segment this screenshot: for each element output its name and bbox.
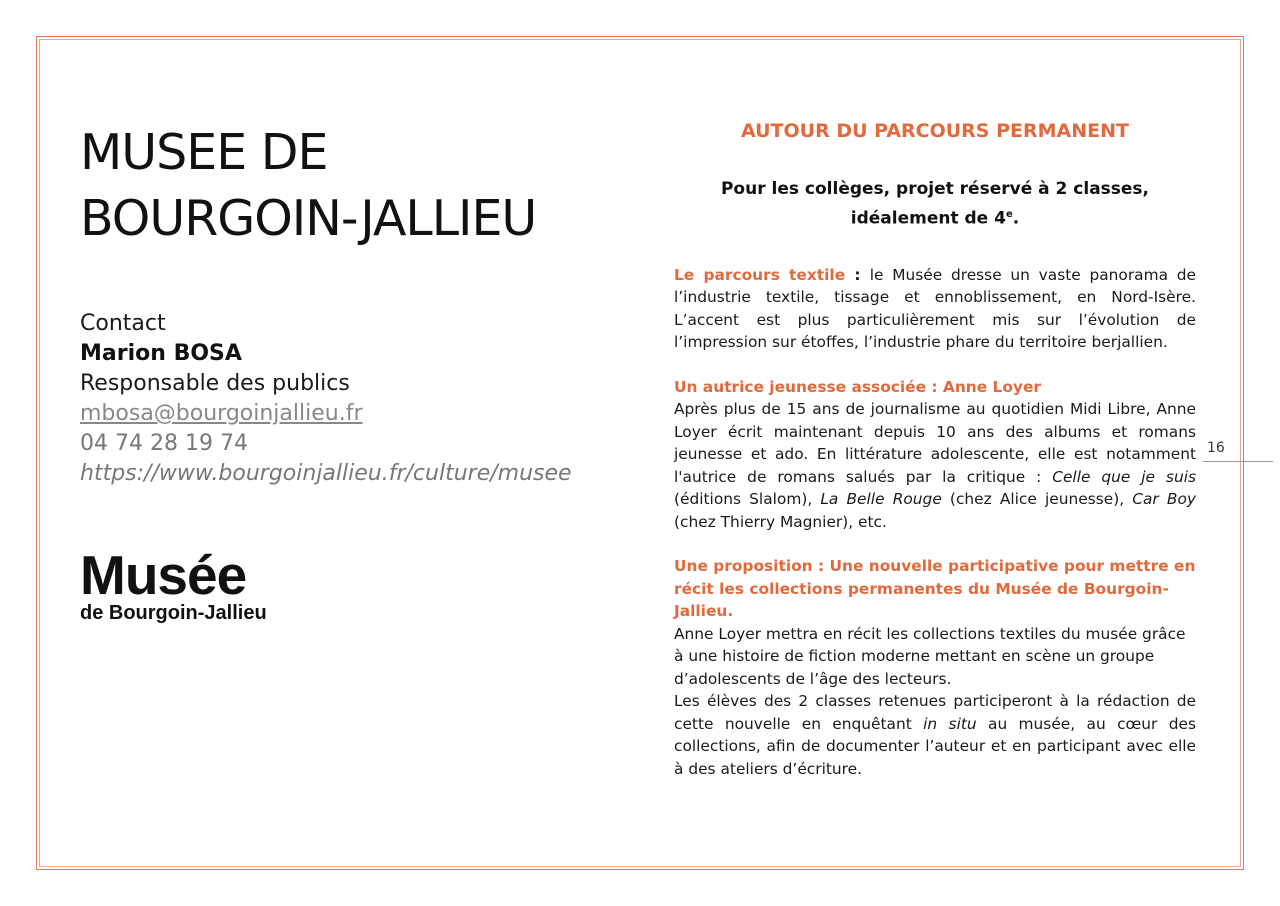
page-number: 16	[1207, 440, 1225, 456]
book-title-3: Car Boy	[1132, 490, 1196, 509]
proposal-text-2	[674, 690, 1196, 780]
author-text-a: Après plus de 15 ans de journalisme au quotidien Midi Libre, Anne Loyer écrit maintenant depuis 10 ans des albums et romans jeunesse et ado. En littérature adolescente, elle est notamment l'autrice de romans salués par la critique :	[674, 400, 1196, 486]
subheading-line2: idéalement de 4	[850, 208, 1006, 229]
museum-logo	[80, 544, 267, 624]
author-text-d: (chez Thierry Magnier), etc.	[674, 512, 887, 531]
contact-role: Responsable des publics	[80, 371, 350, 396]
proposal-label: Une proposition : Une nouvelle participative pour mettre en récit les collections permanentes du Musée de Bourgoin-Jallieu.	[674, 557, 1196, 621]
museum-title-line1: MUSEE DE	[80, 124, 328, 181]
author-label: Un autrice jeunesse associée : Anne Loyer	[674, 377, 1041, 396]
page-number-rule	[1203, 461, 1273, 462]
author-text-b: (éditions Slalom),	[674, 490, 821, 509]
right-column	[674, 118, 1196, 780]
textile-label-sep: :	[845, 265, 870, 284]
contact-phone: 04 74 28 19 74	[80, 431, 248, 456]
author-section	[674, 376, 1196, 534]
textile-text: le Musée dresse un vaste panorama de l’industrie textile, tissage et ennoblissement, en Nord-Isère. L’accent est plus particulièrement mis sur l’évolution de l’impression sur étoffes, l’industrie phare du territoire berjallien.	[674, 265, 1197, 352]
subheading-line1: Pour les collèges, projet réservé à 2 classes,	[720, 179, 1150, 199]
museum-title	[80, 120, 536, 252]
contact-block	[80, 309, 640, 489]
book-title-2: La Belle Rouge	[820, 490, 942, 509]
subheading-superscript: e	[1005, 209, 1013, 220]
proposal-section	[674, 555, 1196, 780]
author-text-c: (chez Alice jeunesse),	[941, 490, 1133, 509]
subheading-line2-end: .	[1012, 208, 1020, 229]
contact-name: Marion BOSA	[80, 341, 242, 366]
book-title-1: Celle que je suis	[1052, 467, 1196, 486]
audience-subheading	[674, 176, 1196, 232]
proposal-text-2b: au musée, au cœur des collections, afin de documenter l’auteur et en participant avec elle à des ateliers d’écriture.	[674, 714, 1196, 778]
contact-website[interactable]: https://www.bourgoinjallieu.fr/culture/musee	[80, 461, 572, 486]
contact-email-link[interactable]: mbosa@bourgoinjallieu.fr	[80, 401, 363, 426]
textile-label: Le parcours textile	[674, 265, 846, 284]
contact-heading: Contact	[80, 311, 166, 336]
proposal-text-1: Anne Loyer mettra en récit les collections textiles du musée grâce à une histoire de fiction moderne mettant en scène un groupe d’adolescents de l’âge des lecteurs.	[674, 624, 1186, 688]
museum-title-line2: BOURGOIN-JALLIEU	[80, 190, 537, 247]
proposal-text-2a: Les élèves des 2 classes retenues participeront à la rédaction de cette nouvelle en enquêtant	[674, 692, 1196, 733]
author-text	[674, 398, 1196, 533]
logo-sub-text: de Bourgoin-Jallieu	[80, 602, 267, 624]
proposal-in-situ: in situ	[923, 714, 977, 733]
textile-section	[674, 264, 1196, 354]
section-heading: AUTOUR DU PARCOURS PERMANENT	[740, 120, 1129, 142]
logo-main-text: Musée	[80, 544, 247, 606]
